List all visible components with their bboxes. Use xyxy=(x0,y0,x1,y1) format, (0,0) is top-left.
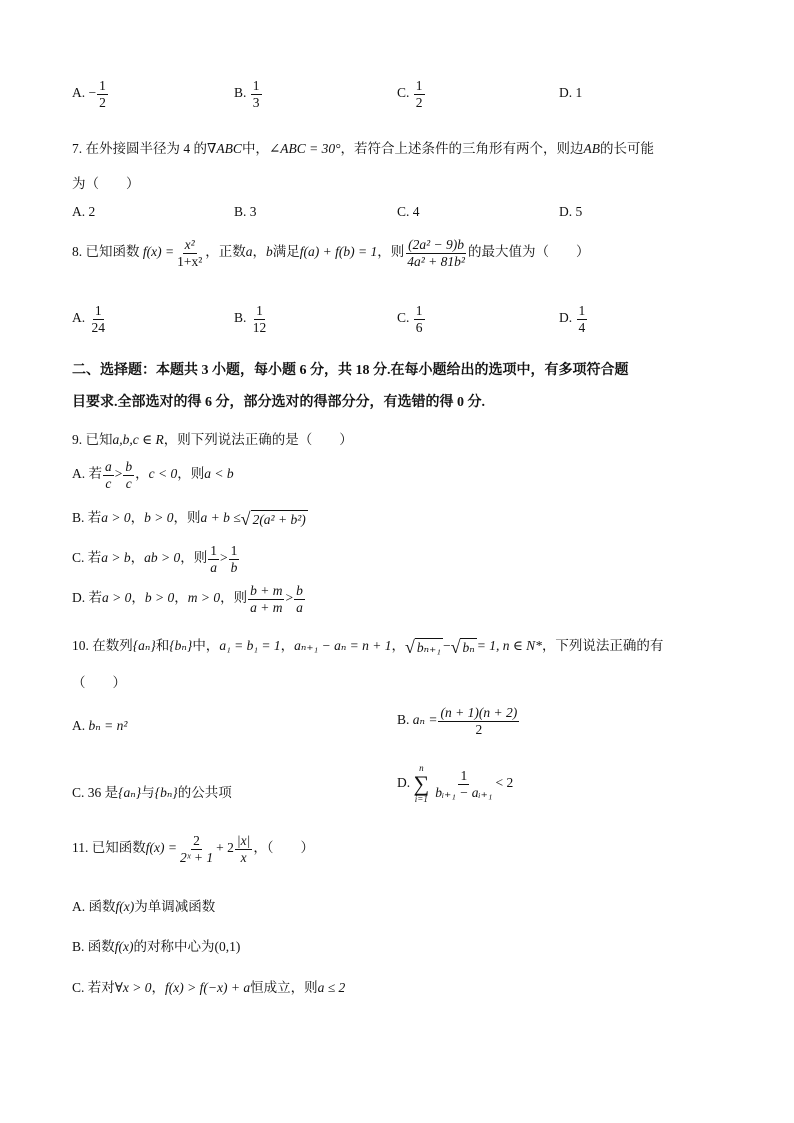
section-heading-line2: 目要求.全部选对的得 6 分，部分选对的得部分分，有选错的得 0 分. xyxy=(72,395,485,410)
fraction: $\frac{1}{2}$ xyxy=(415,78,423,110)
fraction: $\frac{1}{b}$ xyxy=(230,543,238,575)
question-number: 10. xyxy=(72,638,89,653)
target-expression: $\frac{\text{(2a² − 9)b}}{\text{4a² + 81b²}}$ xyxy=(407,237,465,269)
q6-option-b xyxy=(234,78,263,110)
set-expr: a,b,c ∈ R xyxy=(112,432,164,447)
q11-option-b: B. 函数f(x)的对称中心为(0,1) xyxy=(72,939,241,954)
fraction: $\frac{b + m}{a + m}$ xyxy=(250,583,283,615)
q7-option-c: C. 4 xyxy=(397,204,420,219)
q10-stem-line2: （ ） xyxy=(72,675,126,690)
q10-stem: 10. 在数列{aₙ}和{bₙ}中，a₁ = b₁ = 1，aₙ₊₁ − aₙ = n + 1， √ bₙ₊₁ − √ bₙ = 1, n ∈ N*，下列说法正确的有 xyxy=(72,636,664,657)
option-label: B. xyxy=(234,85,247,101)
fraction: $\frac{1}{6}$ xyxy=(415,303,423,335)
function-expr: f(x) = xyxy=(142,244,175,260)
q10-option-a: A. bₙ = n² xyxy=(72,718,128,733)
sqrt-expr: √ bₙ xyxy=(450,636,475,657)
angle-expr: ∠ABC = 30° xyxy=(268,141,341,156)
q10-option-d: D. n ∑ i=1 $\frac{1}{\text{bᵢ₊₁ − aᵢ₊₁}}$ < 2 xyxy=(397,763,514,804)
section-heading-line1: 二、选择题：本题共 3 小题，每小题 6 分，共 18 分.在每小题给出的选项中，有多项符合题 xyxy=(72,363,629,378)
q9-option-d: D. 若a > 0，b > 0，m > 0，则 $\frac{b + m}{a + m}$ > $\frac{b}{a}$ xyxy=(72,583,303,615)
q10-option-c: C. 36 是{aₙ}与{bₙ}的公共项 xyxy=(72,785,232,800)
q10-option-b: B. aₙ = $\frac{(n + 1)(n + 2)}{2}$ xyxy=(397,705,518,737)
q8-option-a: A. $\frac{1}{24}$ xyxy=(72,303,105,335)
q8-stem: 8. 已知函数 f(x) = $\frac{\text{x²}}{\text{1+x²}}$ ，正数a，b满足f(a) + f(b) = 1，则 $\frac{\text{(2a² − 9)b}}{\text{4a² + 81b²}}$ 的最大值为（ ） xyxy=(72,237,590,269)
q11-stem: 11. 已知函数f(x) = $\frac{2}{\text{2ˣ + 1}}$ + 2 $\frac{|x|}{x}$ ，（ ） xyxy=(72,833,315,865)
fraction: $\frac{b}{a}$ xyxy=(296,583,303,615)
fraction: $\frac{(n + 1)(n + 2)}{2}$ xyxy=(440,705,518,737)
q9-option-c: C. 若a > b，ab > 0，则 $\frac{1}{a}$ > $\frac{1}{b}$ xyxy=(72,543,238,575)
fraction: $\frac{1}{\text{bᵢ₊₁ − aᵢ₊₁}}$ xyxy=(435,767,493,800)
fraction: $\frac{\text{x²}}{\text{1+x²}}$ xyxy=(177,237,203,269)
fraction: $\frac{a}{c}$ xyxy=(105,459,112,491)
q8-option-b: B. $\frac{1}{12}$ xyxy=(234,303,267,335)
q7-option-b: B. 3 xyxy=(234,204,257,219)
fraction: $\frac{1}{4}$ xyxy=(578,303,586,335)
fraction: $\frac{|x|}{x}$ xyxy=(236,833,251,865)
question-number: 8. xyxy=(72,244,83,260)
q7-stem: 7. 在外接圆半径为 4 的∇ABC中，∠ABC = 30°，若符合上述条件的三角形有两个，则边AB的长可能 xyxy=(72,141,655,156)
minus-sign: − xyxy=(88,85,97,101)
summation-symbol: n ∑ i=1 xyxy=(413,763,430,804)
q7-option-d: D. 5 xyxy=(559,204,583,219)
q7-option-a: A. 2 xyxy=(72,204,96,219)
fraction: $\frac{1}{12}$ xyxy=(252,303,267,335)
sqrt-expr: √ bₙ₊₁ xyxy=(405,636,441,657)
q9-stem: 9. 已知a,b,c ∈ R，则下列说法正确的是（ ） xyxy=(72,432,353,447)
segment-label: AB xyxy=(583,141,601,156)
sqrt-expr: √ 2(a² + b²) xyxy=(240,508,306,529)
fraction: $\frac{1}{24}$ xyxy=(91,303,105,335)
fraction: $\frac{b}{c}$ xyxy=(125,459,133,491)
q8-option-d: D. $\frac{1}{4}$ xyxy=(559,303,586,335)
option-label: A. xyxy=(72,85,86,101)
condition-expr: f(a) + f(b) = 1 xyxy=(299,244,378,260)
q9-option-a: A. 若 $\frac{a}{c}$ > $\frac{b}{c}$ ，c < 0，则a < b xyxy=(72,459,234,491)
q6-option-d: D. 1 xyxy=(559,85,583,100)
fraction: $\frac{2}{\text{2ˣ + 1}}$ xyxy=(179,833,214,865)
q11-option-c: C. 若对∀x > 0，f(x) > f(−x) + a恒成立，则a ≤ 2 xyxy=(72,980,346,995)
fraction: $\frac{1}{3}$ xyxy=(252,78,260,110)
fraction: $\frac{1}{2}$ xyxy=(99,78,106,110)
q7-stem-line2: 为（ ） xyxy=(72,176,140,191)
q8-option-c: C. $\frac{1}{6}$ xyxy=(397,303,423,335)
q6-option-a xyxy=(72,78,109,110)
question-number: 9. xyxy=(72,432,83,447)
fraction: $\frac{1}{a}$ xyxy=(210,543,218,575)
question-number: 7. xyxy=(72,141,83,156)
q9-option-b: B. 若a > 0，b > 0，则a + b ≤ √ 2(a² + b²) xyxy=(72,508,306,529)
triangle-symbol: ∇ABC xyxy=(207,141,242,156)
option-label: C. xyxy=(397,85,410,101)
question-number: 11. xyxy=(72,840,89,856)
q6-option-c xyxy=(397,78,426,110)
q11-option-a: A. 函数f(x)为单调减函数 xyxy=(72,899,216,914)
